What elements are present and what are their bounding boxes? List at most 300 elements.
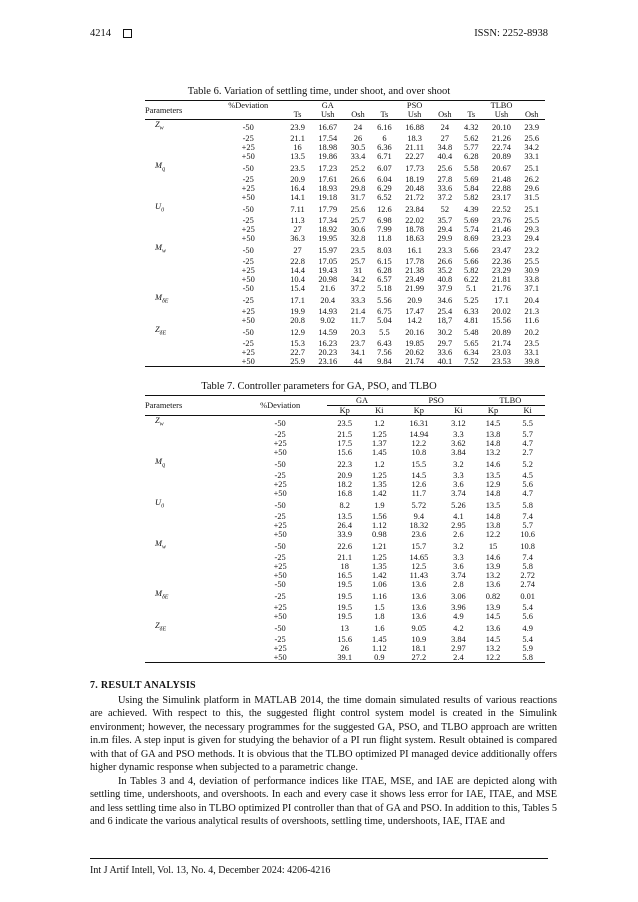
- value-cell: 11.6: [524, 316, 539, 326]
- value-cell: 25.6: [350, 204, 366, 214]
- value-cell: 5.66: [463, 245, 479, 255]
- value-cell: 1.42: [371, 489, 387, 499]
- deviation-cell: +50: [241, 193, 255, 203]
- parameter-cell: [145, 275, 212, 284]
- value-cell: 18.93: [318, 184, 338, 194]
- value-cell: 14.2: [407, 316, 422, 326]
- deviation-cell: +50: [241, 152, 255, 162]
- value-cell: 9.02: [320, 316, 336, 326]
- value-cell: 25.1: [524, 163, 540, 173]
- value-cell: 17.34: [318, 216, 338, 226]
- value-cell: 1.9: [374, 500, 385, 510]
- value-cell: 3.84: [451, 448, 466, 458]
- value-cell: 10.9: [411, 635, 427, 645]
- parameter-cell: [145, 580, 233, 589]
- value-cell: 25.6: [524, 133, 540, 143]
- table6-subcol: Ts: [371, 110, 397, 120]
- table-row: [145, 416, 545, 430]
- value-cell: 17.5: [337, 439, 353, 449]
- value-cell: 33.9: [337, 530, 353, 540]
- value-cell: 6.29: [377, 184, 392, 194]
- value-cell: 20.16: [405, 327, 425, 337]
- value-cell: 1.42: [371, 571, 387, 581]
- value-cell: 2.4: [441, 653, 476, 663]
- value-cell: 5.7: [522, 521, 533, 531]
- page-number: 4214: [90, 28, 111, 39]
- value-cell: 6.36: [377, 143, 392, 153]
- value-cell: 3.3: [453, 471, 464, 480]
- value-cell: 23.76: [492, 216, 511, 226]
- value-cell: 15.7: [411, 541, 427, 551]
- value-cell: 22.52: [492, 204, 511, 214]
- parameter-symbol: M: [155, 243, 162, 253]
- value-cell: 14.5: [411, 471, 427, 480]
- value-cell: 16.4: [290, 184, 305, 194]
- value-cell: 25.2: [350, 163, 366, 173]
- value-cell: 17.61: [318, 175, 338, 184]
- value-cell: 12.2: [476, 653, 511, 663]
- value-cell: 12.6: [411, 480, 427, 490]
- table-row: [145, 275, 545, 284]
- value-cell: 5.6: [522, 612, 533, 622]
- value-cell: 1.21: [371, 541, 387, 551]
- parameter-cell: [145, 521, 233, 530]
- parameter-subscript: q: [161, 462, 165, 469]
- value-cell: 5.48: [463, 327, 479, 337]
- value-cell: 1.06: [371, 580, 387, 590]
- value-cell: 5.6: [522, 480, 533, 490]
- value-cell: 1.12: [371, 644, 387, 654]
- value-cell: 16.5: [337, 571, 353, 581]
- value-cell: 5.82: [463, 193, 479, 203]
- deviation-cell: +50: [273, 612, 287, 622]
- value-cell: 25.9: [284, 357, 310, 367]
- parameter-cell: [145, 457, 233, 471]
- value-cell: 13.8: [485, 521, 501, 531]
- parameter-symbol: M: [155, 457, 162, 467]
- value-cell: 6.28: [463, 152, 479, 162]
- value-cell: 14.5: [485, 612, 501, 622]
- value-cell: 5.8: [522, 562, 533, 572]
- value-cell: 3.3: [453, 553, 464, 563]
- value-cell: 5.8: [522, 500, 533, 510]
- table6-param-header: Parameters: [145, 101, 212, 120]
- parameter-subscript: w: [159, 125, 164, 132]
- value-cell: 19.18: [318, 193, 338, 203]
- value-cell: 15.3: [290, 339, 305, 349]
- parameter-cell: [145, 530, 233, 539]
- value-cell: 5.2: [522, 459, 533, 469]
- deviation-cell: -50: [274, 623, 286, 633]
- table-row: [145, 653, 545, 663]
- value-cell: 33.4: [350, 152, 366, 162]
- parameter-cell: [145, 266, 212, 275]
- parameter-cell: [145, 539, 233, 553]
- parameter-cell: [145, 293, 212, 307]
- value-cell: 35.2: [437, 266, 453, 276]
- value-cell: 10.8: [411, 448, 427, 458]
- value-cell: 5.5: [379, 327, 390, 337]
- value-cell: 14.65: [409, 553, 429, 563]
- deviation-cell: +50: [241, 275, 255, 285]
- parameter-cell: [145, 430, 233, 439]
- value-cell: 7.4: [522, 553, 533, 563]
- deviation-cell: -25: [274, 553, 286, 563]
- value-cell: 26.4: [337, 521, 353, 531]
- value-cell: 5.8: [510, 653, 545, 663]
- value-cell: 16.67: [318, 122, 338, 132]
- value-cell: 10.6: [520, 530, 535, 540]
- paragraph-2: In Tables 3 and 4, deviation of performance indices like ITAE, MSE, and IAE are depicted along with settling time, undershoots, and overshoots. In each and every case it shows less error for IAE, ITAE, and MSE and less settling time also in TLBO optimized PI controller than that of GA and PSO. In addition to this, Tables 5 and 6 indicate the various analytical results of overshoots, settling time, undershoots, IAE, ITAE and: [90, 776, 557, 828]
- value-cell: 20.89: [492, 327, 511, 337]
- table-row: [145, 603, 545, 612]
- value-cell: 3.12: [451, 418, 466, 428]
- deviation-cell: +25: [273, 603, 287, 613]
- issn: ISSN: 2252-8938: [474, 28, 548, 39]
- deviation-cell: +50: [241, 234, 255, 244]
- value-cell: 37.2: [437, 193, 453, 203]
- table7-subcol: Kp: [327, 406, 362, 416]
- value-cell: 23.5: [337, 418, 353, 428]
- parameter-cell: [145, 257, 212, 266]
- value-cell: 14.1: [290, 193, 305, 203]
- value-cell: 18.2: [337, 480, 353, 490]
- value-cell: 22.6: [337, 541, 353, 551]
- table6-subcol: Ush: [398, 110, 432, 120]
- value-cell: 5.58: [463, 163, 479, 173]
- deviation-cell: +25: [273, 644, 287, 654]
- value-cell: 6.71: [377, 152, 392, 162]
- parameter-subscript: 0: [161, 207, 165, 214]
- value-cell: 13.9: [485, 562, 501, 572]
- table-row: [145, 284, 545, 293]
- value-cell: 12.2: [485, 530, 501, 540]
- parameter-cell: [145, 175, 212, 184]
- value-cell: 21.48: [492, 175, 511, 184]
- value-cell: 6.98: [377, 216, 392, 226]
- value-cell: 5.62: [463, 133, 479, 143]
- parameter-symbol: Z: [155, 416, 160, 426]
- value-cell: 18.19: [405, 175, 425, 184]
- table6-subcol: Ush: [484, 110, 518, 120]
- value-cell: 5.25: [463, 295, 479, 305]
- value-cell: 21.3: [524, 307, 540, 317]
- deviation-cell: +25: [241, 348, 255, 358]
- value-cell: 21.99: [405, 284, 425, 294]
- value-cell: 29.4: [524, 234, 540, 244]
- value-cell: 20.89: [492, 152, 511, 162]
- table-row: [145, 612, 545, 621]
- value-cell: 6.33: [463, 307, 479, 317]
- table-row: [145, 530, 545, 539]
- value-cell: 23.17: [492, 193, 511, 203]
- value-cell: 2.95: [451, 521, 466, 531]
- deviation-cell: -50: [274, 580, 286, 590]
- value-cell: 4.2: [453, 623, 464, 633]
- parameter-cell: [145, 603, 233, 612]
- value-cell: 9.05: [411, 623, 427, 633]
- deviation-cell: -50: [242, 163, 254, 173]
- table6-caption: Table 6. Variation of settling time, under shoot, and over shoot: [187, 86, 451, 97]
- table-row: [145, 498, 545, 512]
- parameter-cell: [145, 339, 212, 348]
- value-cell: 3.2: [453, 459, 464, 469]
- value-cell: 5.4: [522, 603, 533, 613]
- value-cell: 23.5: [524, 339, 540, 349]
- table-row: [145, 553, 545, 562]
- value-cell: 6.57: [377, 275, 392, 285]
- value-cell: 11.7: [411, 489, 427, 499]
- value-cell: 35.7: [437, 216, 453, 226]
- value-cell: 27: [440, 133, 450, 143]
- value-cell: 21.6: [320, 284, 336, 294]
- table-row: [145, 175, 545, 184]
- page-header: [90, 28, 548, 44]
- table6-group-ga: GA: [284, 101, 371, 111]
- deviation-cell: +50: [212, 357, 284, 367]
- value-cell: 1.37: [371, 439, 387, 449]
- value-cell: 5.9: [522, 644, 533, 654]
- table-row: [145, 152, 545, 161]
- table-row: [145, 234, 545, 243]
- deviation-cell: -25: [274, 471, 286, 480]
- value-cell: 16: [293, 143, 302, 153]
- value-cell: 5.84: [463, 184, 479, 194]
- value-cell: 20.8: [290, 316, 305, 326]
- value-cell: 16.1: [407, 245, 422, 255]
- value-cell: 18,7: [437, 316, 453, 326]
- value-cell: 20.48: [405, 184, 425, 194]
- value-cell: 37.9: [437, 284, 453, 294]
- value-cell: 18.32: [409, 521, 429, 531]
- table-row: [145, 266, 545, 275]
- value-cell: 3.2: [453, 541, 464, 551]
- value-cell: 7.52: [458, 357, 484, 367]
- table7-dev-header: %Deviation: [233, 396, 328, 416]
- value-cell: 19.5: [337, 580, 353, 590]
- value-cell: 0.01: [520, 591, 535, 601]
- value-cell: 20.10: [492, 122, 511, 132]
- value-cell: 21.72: [405, 193, 425, 203]
- value-cell: 34.2: [350, 275, 366, 285]
- parameter-symbol: M: [155, 539, 162, 549]
- value-cell: 11.7: [350, 316, 366, 326]
- value-cell: 8.69: [463, 234, 479, 244]
- value-cell: 14.5: [485, 418, 501, 428]
- value-cell: 44: [345, 357, 371, 367]
- table6-group-tlbo: TLBO: [458, 101, 545, 111]
- value-cell: 14.8: [485, 489, 501, 499]
- value-cell: 3.62: [451, 439, 466, 449]
- value-cell: 40.4: [437, 152, 453, 162]
- value-cell: 7.99: [377, 225, 392, 235]
- value-cell: 5.65: [463, 339, 479, 349]
- value-cell: 14.6: [485, 459, 501, 469]
- table-row: [145, 143, 545, 152]
- table6-subcol: Osh: [345, 110, 371, 120]
- parameter-cell: [145, 234, 212, 243]
- value-cell: 19.5: [337, 591, 353, 601]
- value-cell: 18.98: [318, 143, 338, 153]
- table7-subcol: Kp: [397, 406, 442, 416]
- value-cell: 21.76: [492, 284, 511, 294]
- parameter-cell: [145, 307, 212, 316]
- footer-citation: Int J Artif Intell, Vol. 13, No. 4, December 2024: 4206-4216: [90, 865, 331, 876]
- section-heading: 7. RESULT ANALYSIS: [90, 680, 196, 691]
- value-cell: 16.88: [405, 122, 425, 132]
- value-cell: 23.03: [492, 348, 511, 358]
- value-cell: 17.54: [318, 133, 338, 143]
- value-cell: 3.3: [453, 429, 464, 439]
- value-cell: 34.8: [437, 143, 453, 153]
- value-cell: 6.52: [377, 193, 392, 203]
- value-cell: 26.6: [437, 257, 453, 267]
- table-row: [145, 439, 545, 448]
- value-cell: 22.36: [492, 257, 511, 267]
- parameter-cell: [145, 644, 233, 653]
- value-cell: 15.4: [290, 284, 305, 294]
- value-cell: 21.5: [337, 429, 353, 439]
- parameter-cell: [145, 498, 233, 512]
- table7-subcol: Kp: [476, 406, 511, 416]
- value-cell: 17.73: [405, 163, 425, 173]
- value-cell: 23.6: [411, 530, 427, 540]
- parameter-cell: [145, 284, 212, 293]
- value-cell: 1.45: [371, 448, 387, 458]
- deviation-cell: +25: [273, 480, 287, 490]
- value-cell: 29.6: [524, 184, 540, 194]
- paragraph-1: Using the Simulink platform in MATLAB 2014, the time domain simulated results of various reactions are achieved. With respect to this, the suggested flight control system model is created in the Simulink environment; however, the necessary programmes for the suggested GA, PSO, and TLBO approach are written in.m files. A step input is given for studying the behavior of a PI run flight system. Result obtained is compared with that of GA and PSO methods. It is obvious that the TLBO optimized PI managed device additionally offers higher dynamic response when subjected to a parametric change.: [90, 695, 557, 774]
- table-row: [145, 243, 545, 257]
- value-cell: 5.69: [463, 216, 479, 226]
- parameter-symbol: Z: [155, 621, 160, 631]
- value-cell: 18.78: [405, 225, 425, 235]
- table7: [145, 395, 545, 663]
- table-row: [145, 480, 545, 489]
- value-cell: 3.6: [453, 480, 464, 490]
- value-cell: 4.39: [463, 204, 479, 214]
- table7-subcol: Ki: [362, 406, 397, 416]
- table-row: [145, 134, 545, 143]
- value-cell: 21.74: [492, 339, 511, 349]
- value-cell: 31: [353, 266, 363, 276]
- parameter-subscript: w: [161, 249, 166, 255]
- table6-subcol: Osh: [432, 110, 458, 120]
- table6-subcol: Ush: [311, 110, 345, 120]
- value-cell: 4.32: [463, 122, 479, 132]
- table-row: [145, 635, 545, 644]
- value-cell: 1.25: [371, 429, 387, 439]
- square-bullet-icon: [123, 29, 132, 38]
- table-row: [145, 202, 545, 216]
- value-cell: 21.11: [405, 143, 424, 153]
- value-cell: 21.81: [492, 275, 511, 285]
- value-cell: 30.6: [350, 225, 366, 235]
- parameter-subscript: q: [161, 166, 165, 173]
- value-cell: 0.98: [371, 530, 387, 540]
- value-cell: 26: [353, 133, 363, 143]
- value-cell: 2.97: [451, 644, 466, 654]
- value-cell: 23.5: [350, 245, 366, 255]
- value-cell: 20.9: [337, 471, 353, 480]
- parameter-cell: [145, 161, 212, 175]
- deviation-cell: +25: [241, 184, 255, 194]
- deviation-cell: -50: [274, 541, 286, 551]
- table-row: [145, 225, 545, 234]
- table-row: [145, 325, 545, 339]
- deviation-cell: +25: [241, 307, 255, 317]
- value-cell: 25.5: [524, 257, 540, 267]
- value-cell: 23.47: [492, 245, 511, 255]
- parameter-subscript: w: [161, 545, 166, 551]
- value-cell: 2.8: [453, 580, 464, 590]
- value-cell: 21.38: [405, 266, 425, 276]
- value-cell: 34.1: [350, 348, 366, 358]
- value-cell: 5.69: [463, 175, 479, 184]
- parameter-cell: [145, 571, 233, 580]
- parameter-symbol: U: [155, 498, 162, 508]
- value-cell: 18.1: [411, 644, 427, 654]
- table-row: [145, 562, 545, 571]
- deviation-cell: -25: [242, 339, 254, 349]
- value-cell: 33.1: [524, 348, 540, 358]
- value-cell: 20.9: [407, 295, 422, 305]
- parameter-cell: [145, 325, 212, 339]
- value-cell: 37.2: [350, 284, 366, 294]
- parameter-subscript: 0: [161, 503, 165, 510]
- table6-dev-header: %Deviation: [212, 101, 284, 120]
- value-cell: 16.8: [337, 489, 353, 499]
- value-cell: 21.74: [398, 357, 432, 367]
- value-cell: 23.9: [290, 122, 305, 132]
- value-cell: 6.28: [377, 266, 392, 276]
- value-cell: 15: [488, 541, 498, 551]
- value-cell: 26.2: [524, 175, 540, 184]
- value-cell: 2.72: [520, 571, 535, 581]
- value-cell: 19.5: [337, 612, 353, 622]
- value-cell: 30.5: [350, 143, 366, 153]
- value-cell: 20.3: [350, 327, 366, 337]
- value-cell: 5.74: [463, 225, 479, 235]
- value-cell: 30.2: [437, 327, 453, 337]
- value-cell: 1.6: [374, 623, 385, 633]
- value-cell: 15.97: [318, 245, 338, 255]
- value-cell: 6.34: [463, 348, 479, 358]
- value-cell: 4.5: [522, 471, 533, 480]
- table7-caption: Table 7. Controller parameters for GA, PSO, and TLBO: [201, 381, 437, 392]
- value-cell: 24: [353, 122, 363, 132]
- table-row: [145, 521, 545, 530]
- table-row: [145, 161, 545, 175]
- value-cell: 6.43: [377, 339, 392, 349]
- deviation-cell: +25: [273, 521, 287, 531]
- parameter-cell: [145, 357, 212, 367]
- value-cell: 5.26: [451, 500, 466, 510]
- table-row: [145, 621, 545, 635]
- value-cell: 52: [440, 204, 450, 214]
- parameter-cell: [145, 553, 233, 562]
- value-cell: 0.9: [362, 653, 397, 663]
- parameter-cell: [145, 439, 233, 448]
- value-cell: 12.2: [411, 439, 427, 449]
- value-cell: 18: [340, 562, 349, 572]
- value-cell: 21.4: [350, 307, 366, 317]
- value-cell: 22.27: [405, 152, 425, 162]
- value-cell: 5.72: [411, 500, 427, 510]
- value-cell: 25.4: [437, 307, 453, 317]
- value-cell: 13.6: [411, 612, 427, 622]
- value-cell: 1.8: [374, 612, 385, 622]
